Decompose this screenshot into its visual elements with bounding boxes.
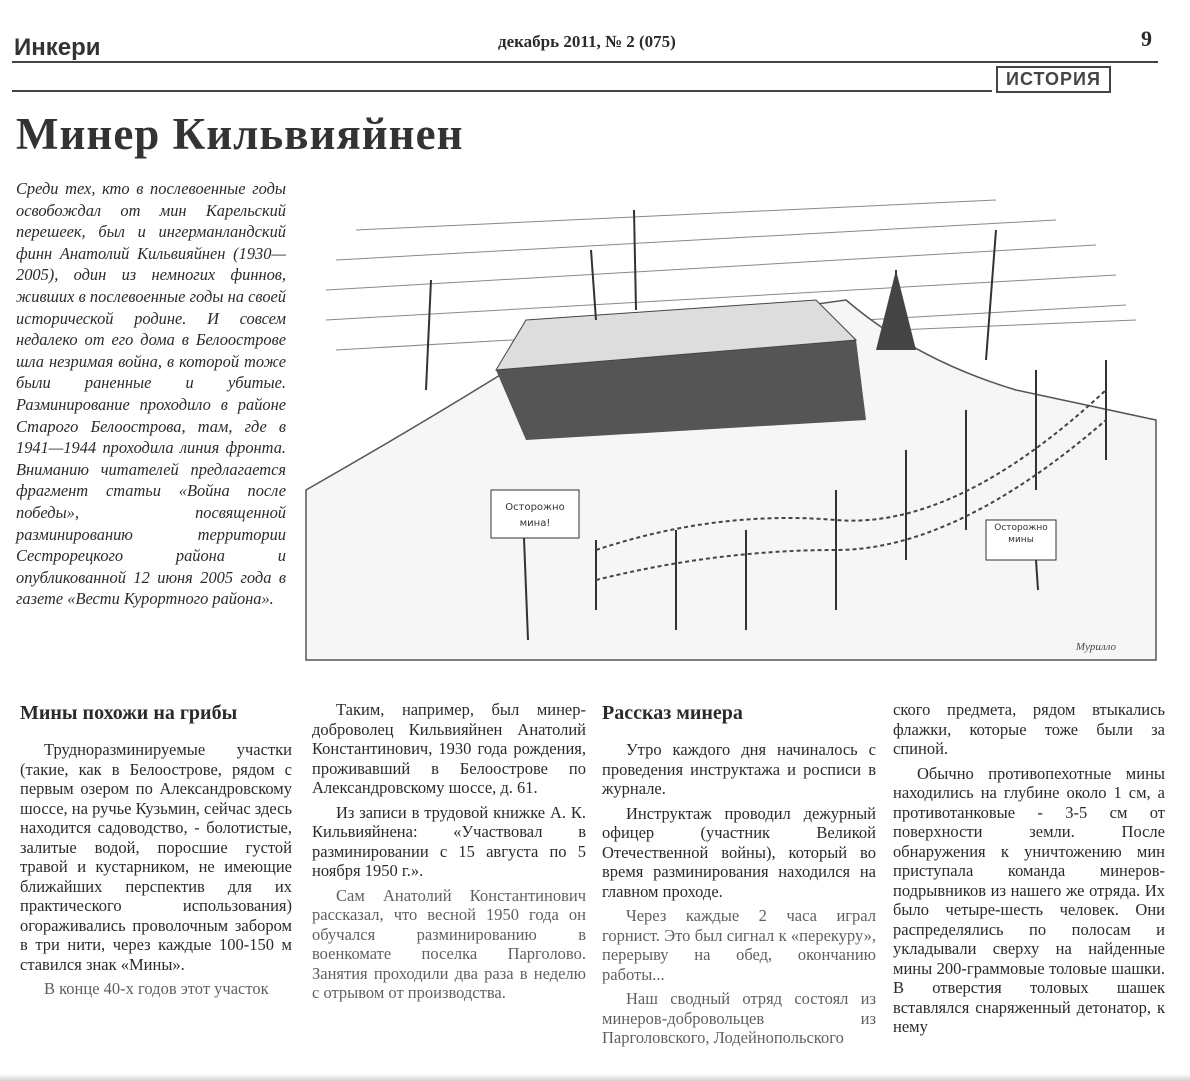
page-number: 9 — [1141, 26, 1152, 51]
section-label: ИСТОРИЯ — [996, 66, 1111, 93]
newspaper-name: Инкери — [14, 34, 101, 61]
paragraph: Утро каждого дня начиналось с проведения инструктажа и росписи в журнале. — [602, 740, 876, 798]
article-intro: Среди тех, кто в послевоенные годы освобождал от мин Карельский перешеек, был и ингерманландский финн Анатолий Кильвияйнен (1930—2005), один из немногих финнов, живших в послевоенные годы на своей исторической родине. И совсем недалеко от его дома в Белоострове шла незримая война, в которой тоже были раненные и убитые. Разминирование проходило в районе Старого Белоострова, там, где в 1941—1944 проходила линия фронта. Вниманию читателей предлагается фрагмент статьи «Война после победы», посвященной разминированию территории Сестрорецкого района и опубликованной 12 июня 2005 года в газете «Вести Курортного района». — [16, 179, 286, 609]
paragraph: Из записи в трудовой книжке А. К. Кильвияйнена: «Участвовал в разминировании с 15 августа по 5 ноября 1950 г.». — [312, 802, 586, 880]
svg-text:мина!: мина! — [519, 518, 551, 529]
paragraph: Сам Анатолий Константинович рассказал, что весной 1950 года он обучался разминированию в военкомате поселка Парголово. Занятия проходили два раза в неделю с отрывом от производства. — [312, 885, 586, 1002]
article-column-3 — [602, 700, 876, 1053]
header-rule — [12, 61, 1158, 63]
fir-tree — [876, 270, 916, 350]
paragraph: Наш сводный отряд состоял из минеров-добровольцев из Парголовского, Лодейнопольского — [602, 989, 876, 1047]
paragraph: Через каждые 2 часа играл горнист. Это был сигнал к «перекуру», перерыву на обед, окончанию работы... — [602, 906, 876, 984]
article-column-4 — [893, 700, 1165, 1042]
subheading: Рассказ минера — [602, 702, 743, 724]
illustration-minefield — [296, 190, 1166, 690]
paragraph: ского предмета, рядом втыкались флажки, которые тоже были за спиной. — [893, 700, 1165, 758]
article-column-1 — [20, 700, 292, 1004]
subheading: Мины похожи на грибы — [20, 702, 238, 724]
section-rule — [12, 90, 992, 92]
paragraph: Обычно противопехотные мины находились на глубине около 1 см, а противотанковые - 3-5 см от поверхности земли. После обнаружения к уничтожению мин приступала команда минеров-подрывников из нашего же отряда. Их было четыре-шесть человек. Они распределялись по полосам и укладывали сверху на найденные мины 200-граммовые толовые шашки. В отверстия толовых шашек вставлялся снаряженный детонатор, к нему — [893, 763, 1165, 1036]
paragraph: В конце 40-х годов этот участок — [44, 979, 269, 998]
article-column-2 — [312, 700, 586, 1008]
artist-signature: Мурилло — [1075, 641, 1117, 653]
article-title: Минер Кильвияйнен — [16, 109, 464, 159]
issue-info: декабрь 2011, № 2 (075) — [498, 32, 676, 51]
svg-text:Осторожно: Осторожно — [505, 502, 565, 513]
paragraph: Трудноразминируемые участки (такие, как в Белоострове, рядом с первым озером по Александровскому шоссе, на ручье Кузьмин, сейчас здесь находится садоводство, - болотистые, залитые водой, поросшие густой травой и кустарником, не имеющие ближайших перспектив для их практического использования) огораживались проволочным забором в три нити, через каждые 100-150 м ставился знак «Мины». — [20, 740, 292, 974]
paragraph: Таким, например, был минер-доброволец Кильвияйнен Анатолий Константинович, 1930 года рождения, проживавший в Белоострове по Александровскому шоссе, д. 61. — [312, 700, 586, 797]
scan-edge — [0, 1074, 1190, 1081]
paragraph: Инструктаж проводил дежурный офицер (участник Великой Отечественной войны), который во время разминирования находился на главном проходе. — [602, 803, 876, 901]
warning-sign-right-text: Осторожно мины — [994, 523, 1048, 545]
